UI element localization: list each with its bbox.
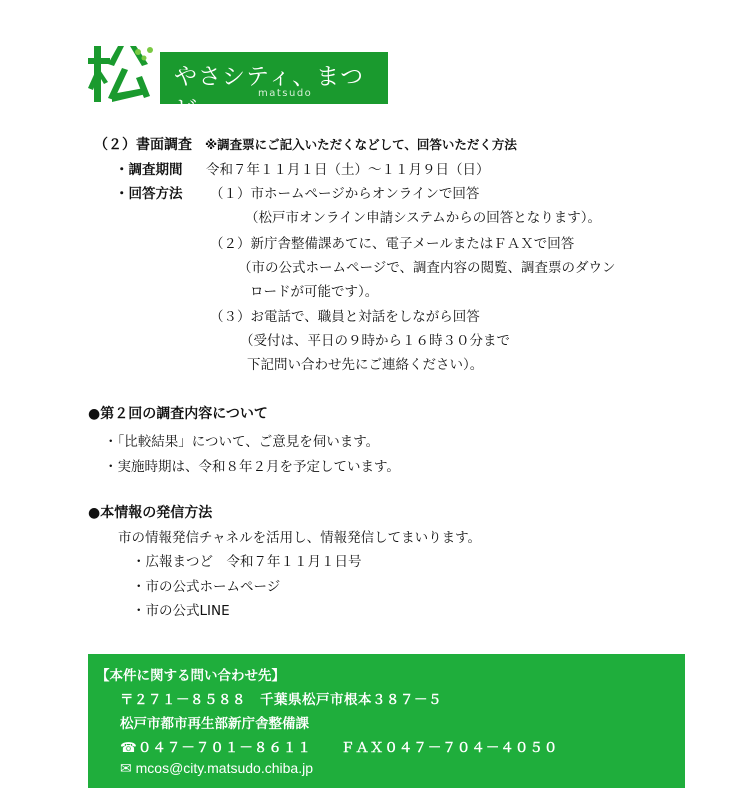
contact-phone-row — [120, 736, 558, 756]
info-item-3: ・市の公式LINE — [132, 603, 230, 619]
contact-title: 【本件に関する問い合わせ先】 — [96, 668, 285, 684]
method-3: （３）お電話で、職員と対話をしながら回答 — [210, 309, 480, 325]
contact-email[interactable]: mcos@city.matsudo.chiba.jp — [135, 760, 313, 776]
contact-phone: ０４７－７０１－８６１１ ＦＡＸ０４７－７０４－４０５０ — [137, 740, 559, 756]
method-2: （２）新庁舎整備課あてに、電子メールまたはＦＡＸで回答 — [210, 236, 575, 252]
second-survey-heading: ●第２回の調査内容について — [88, 406, 268, 422]
method-2-note-2: ロードが可能です）。 — [250, 284, 379, 300]
info-heading: ●本情報の発信方法 — [88, 505, 213, 521]
mail-icon: ✉ — [120, 760, 132, 776]
survey-heading-note: ※調査票にご記入いただくなどして、回答いただく方法 — [205, 137, 517, 152]
method-1: （１）市ホームページからオンラインで回答 — [210, 186, 480, 202]
method-2-note-1: （市の公式ホームページで、調査内容の閲覧、調査票のダウン — [238, 260, 616, 276]
period-label: ・調査期間 — [115, 162, 183, 178]
method-3-note-2: 下記問い合わせ先にご連絡ください）。 — [247, 357, 484, 373]
second-item-1: ・「比較結果」について、ご意見を伺います。 — [104, 434, 380, 450]
logo-subtext: matsudo — [258, 88, 313, 99]
matsu-logo-icon — [88, 42, 160, 108]
phone-icon: ☎ — [120, 740, 138, 756]
logo-banner — [160, 52, 388, 123]
info-intro: 市の情報発信チャネルを活用し、情報発信してまいります。 — [118, 530, 482, 546]
contact-box — [88, 654, 685, 788]
contact-department: 松戸市都市再生部新庁舎整備課 — [120, 716, 309, 732]
info-item-1: ・広報まつど 令和７年１１月１日号 — [132, 554, 362, 570]
contact-address: 〒２７１－８５８８ 千葉県松戸市根本３８７－５ — [120, 692, 442, 708]
logo-text: やさシティ、まつど。 — [174, 64, 365, 123]
period-value: 令和７年１１月１日（土）～１１月９日（日） — [206, 162, 490, 178]
method-label: ・回答方法 — [115, 186, 183, 202]
method-1-note: （松戸市オンライン申請システムからの回答となります）。 — [245, 210, 601, 226]
contact-email-row — [120, 760, 313, 777]
survey-heading: （２）書面調査 — [94, 137, 192, 153]
info-item-2: ・市の公式ホームページ — [132, 579, 281, 595]
method-3-note-1: （受付は、平日の９時から１６時３０分まで — [240, 333, 510, 349]
second-item-2: ・実施時期は、令和８年２月を予定しています。 — [104, 459, 400, 475]
city-logo-mark — [88, 42, 160, 108]
